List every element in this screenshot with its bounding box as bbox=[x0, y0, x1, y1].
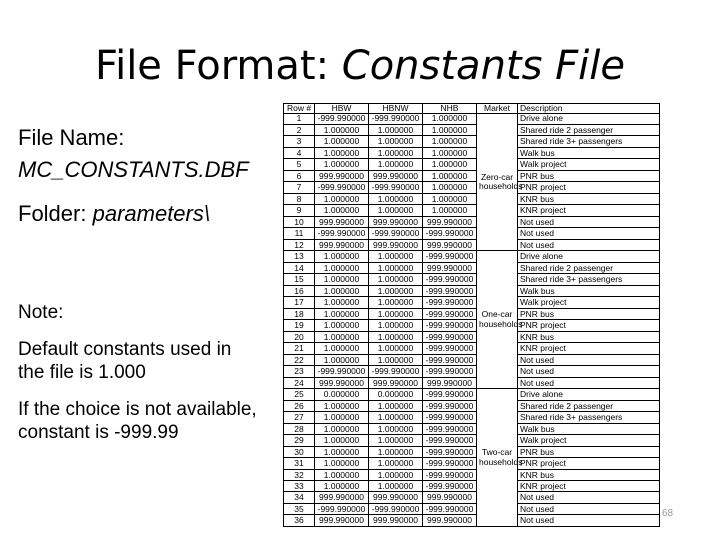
table-row bbox=[284, 159, 660, 170]
table-row bbox=[284, 389, 660, 400]
row-number-cell: 10 bbox=[284, 216, 315, 227]
description-cell: Not used bbox=[518, 354, 660, 365]
constant-cell: -999.990000 bbox=[369, 366, 423, 377]
constant-cell: -999.990000 bbox=[423, 274, 477, 285]
description-cell: KNR bus bbox=[518, 331, 660, 342]
constant-cell: 999.990000 bbox=[423, 492, 477, 503]
row-number-cell: 26 bbox=[284, 400, 315, 411]
description-cell: KNR bus bbox=[518, 193, 660, 204]
description-cell: Walk bus bbox=[518, 285, 660, 296]
constant-cell: -999.990000 bbox=[423, 400, 477, 411]
constant-cell: 1.000000 bbox=[315, 285, 369, 296]
file-name-value: MC_CONSTANTS.DBF bbox=[18, 157, 249, 182]
constant-cell: 999.990000 bbox=[315, 239, 369, 250]
description-cell: Walk bus bbox=[518, 147, 660, 158]
table-row bbox=[284, 503, 660, 514]
constant-cell: 999.990000 bbox=[369, 170, 423, 181]
row-number-cell: 1 bbox=[284, 113, 315, 124]
constant-cell: -999.990000 bbox=[423, 228, 477, 239]
column-header: Market bbox=[477, 104, 518, 114]
description-cell: Not used bbox=[518, 492, 660, 503]
constant-cell: 1.000000 bbox=[369, 343, 423, 354]
row-number-cell: 14 bbox=[284, 262, 315, 273]
row-number-cell: 36 bbox=[284, 515, 315, 527]
constant-cell: 1.000000 bbox=[369, 147, 423, 158]
table-row bbox=[284, 113, 660, 124]
row-number-cell: 20 bbox=[284, 331, 315, 342]
constant-cell: 1.000000 bbox=[369, 262, 423, 273]
page-number: 68 bbox=[662, 508, 674, 519]
row-number-cell: 4 bbox=[284, 147, 315, 158]
row-number-cell: 33 bbox=[284, 481, 315, 492]
description-cell: Walk project bbox=[518, 297, 660, 308]
folder-value: parameters\ bbox=[92, 201, 210, 226]
constant-cell: 1.000000 bbox=[315, 481, 369, 492]
constant-cell: -999.990000 bbox=[423, 308, 477, 319]
constant-cell: 1.000000 bbox=[315, 147, 369, 158]
constant-cell: -999.990000 bbox=[423, 343, 477, 354]
constant-cell: 1.000000 bbox=[369, 274, 423, 285]
row-number-cell: 18 bbox=[284, 308, 315, 319]
constant-cell: 999.990000 bbox=[315, 170, 369, 181]
constant-cell: 999.990000 bbox=[369, 239, 423, 250]
description-cell: Not used bbox=[518, 503, 660, 514]
row-number-cell: 34 bbox=[284, 492, 315, 503]
constant-cell: 1.000000 bbox=[423, 136, 477, 147]
table-row bbox=[284, 515, 660, 527]
description-cell: Shared ride 2 passenger bbox=[518, 400, 660, 411]
description-cell: Not used bbox=[518, 239, 660, 250]
table-row bbox=[284, 239, 660, 250]
constant-cell: 1.000000 bbox=[369, 400, 423, 411]
constant-cell: 999.990000 bbox=[369, 492, 423, 503]
constant-cell: 999.990000 bbox=[315, 377, 369, 388]
constant-cell: 1.000000 bbox=[369, 446, 423, 457]
constant-cell: 1.000000 bbox=[369, 320, 423, 331]
table-row bbox=[284, 136, 660, 147]
folder-line bbox=[18, 200, 210, 227]
constant-cell: 1.000000 bbox=[315, 297, 369, 308]
table-row bbox=[284, 251, 660, 262]
row-number-cell: 6 bbox=[284, 170, 315, 181]
constant-cell: 1.000000 bbox=[315, 331, 369, 342]
constant-cell: 1.000000 bbox=[369, 435, 423, 446]
table-row bbox=[284, 274, 660, 285]
table-row bbox=[284, 458, 660, 469]
constant-cell: 999.990000 bbox=[369, 216, 423, 227]
description-cell: PNR project bbox=[518, 182, 660, 193]
constant-cell: 1.000000 bbox=[423, 170, 477, 181]
table-row bbox=[284, 320, 660, 331]
description-cell: Drive alone bbox=[518, 113, 660, 124]
description-cell: Not used bbox=[518, 216, 660, 227]
table-row bbox=[284, 492, 660, 503]
constant-cell: -999.990000 bbox=[423, 446, 477, 457]
constant-cell: 1.000000 bbox=[423, 147, 477, 158]
constant-cell: -999.990000 bbox=[423, 354, 477, 365]
constant-cell: 1.000000 bbox=[315, 124, 369, 135]
constant-cell: -999.990000 bbox=[369, 182, 423, 193]
title-italic: Constants File bbox=[341, 43, 626, 89]
constant-cell: 1.000000 bbox=[369, 124, 423, 135]
table-row bbox=[284, 446, 660, 457]
constant-cell: 1.000000 bbox=[369, 136, 423, 147]
constant-cell: 999.990000 bbox=[315, 216, 369, 227]
table-row bbox=[284, 262, 660, 273]
table-row bbox=[284, 228, 660, 239]
constant-cell: 1.000000 bbox=[315, 446, 369, 457]
table-row bbox=[284, 205, 660, 216]
constant-cell: 1.000000 bbox=[423, 113, 477, 124]
description-cell: PNR bus bbox=[518, 446, 660, 457]
table-row bbox=[284, 216, 660, 227]
constant-cell: 1.000000 bbox=[369, 354, 423, 365]
constant-cell: -999.990000 bbox=[423, 481, 477, 492]
constant-cell: 999.990000 bbox=[423, 377, 477, 388]
row-number-cell: 19 bbox=[284, 320, 315, 331]
description-cell: KNR project bbox=[518, 481, 660, 492]
table-header-row bbox=[284, 104, 660, 114]
table-row bbox=[284, 308, 660, 319]
row-number-cell: 2 bbox=[284, 124, 315, 135]
constant-cell: 1.000000 bbox=[315, 343, 369, 354]
constant-cell: -999.990000 bbox=[423, 412, 477, 423]
constant-cell: 1.000000 bbox=[423, 159, 477, 170]
constant-cell: 999.990000 bbox=[369, 515, 423, 527]
description-cell: KNR project bbox=[518, 205, 660, 216]
constant-cell: 1.000000 bbox=[423, 124, 477, 135]
constant-cell: -999.990000 bbox=[423, 469, 477, 480]
table-row bbox=[284, 354, 660, 365]
default-constants-text: Default constants used in the file is 1.000 bbox=[18, 339, 232, 383]
constant-cell: -999.990000 bbox=[369, 113, 423, 124]
constant-cell: 1.000000 bbox=[315, 251, 369, 262]
column-header: HBNW bbox=[369, 104, 423, 114]
constant-cell: 1.000000 bbox=[315, 458, 369, 469]
row-number-cell: 29 bbox=[284, 435, 315, 446]
constant-cell: 1.000000 bbox=[369, 308, 423, 319]
constant-cell: 1.000000 bbox=[369, 469, 423, 480]
constants-table bbox=[283, 103, 660, 527]
constant-cell: -999.990000 bbox=[423, 285, 477, 296]
row-number-cell: 24 bbox=[284, 377, 315, 388]
row-number-cell: 25 bbox=[284, 389, 315, 400]
market-cell: One-car households bbox=[477, 251, 518, 389]
description-cell: Walk project bbox=[518, 435, 660, 446]
constant-cell: 999.990000 bbox=[423, 262, 477, 273]
row-number-cell: 8 bbox=[284, 193, 315, 204]
constant-cell: 1.000000 bbox=[315, 354, 369, 365]
table-row bbox=[284, 331, 660, 342]
constant-cell: 999.990000 bbox=[423, 216, 477, 227]
market-cell: Two-car households bbox=[477, 389, 518, 527]
description-cell: Shared ride 3+ passengers bbox=[518, 136, 660, 147]
table-row bbox=[284, 193, 660, 204]
row-number-cell: 7 bbox=[284, 182, 315, 193]
row-number-cell: 5 bbox=[284, 159, 315, 170]
constant-cell: -999.990000 bbox=[423, 366, 477, 377]
constant-cell: -999.990000 bbox=[423, 423, 477, 434]
folder-label: Folder: bbox=[18, 201, 93, 226]
description-cell: Not used bbox=[518, 366, 660, 377]
constant-cell: -999.990000 bbox=[423, 251, 477, 262]
constant-cell: -999.990000 bbox=[423, 503, 477, 514]
description-cell: Drive alone bbox=[518, 389, 660, 400]
description-cell: PNR project bbox=[518, 458, 660, 469]
constant-cell: 1.000000 bbox=[423, 182, 477, 193]
row-number-cell: 16 bbox=[284, 285, 315, 296]
constant-cell: 1.000000 bbox=[315, 435, 369, 446]
file-name-label: File Name: bbox=[18, 125, 125, 150]
row-number-cell: 15 bbox=[284, 274, 315, 285]
row-number-cell: 12 bbox=[284, 239, 315, 250]
constant-cell: 999.990000 bbox=[369, 377, 423, 388]
constant-cell: 1.000000 bbox=[315, 469, 369, 480]
note-label: Note: bbox=[18, 302, 64, 323]
constant-cell: -999.990000 bbox=[423, 389, 477, 400]
constant-cell: 1.000000 bbox=[369, 297, 423, 308]
column-header: Description bbox=[518, 104, 660, 114]
constant-cell: 1.000000 bbox=[315, 274, 369, 285]
table-row bbox=[284, 469, 660, 480]
description-cell: Drive alone bbox=[518, 251, 660, 262]
constant-cell: 1.000000 bbox=[369, 481, 423, 492]
constant-cell: -999.990000 bbox=[315, 503, 369, 514]
table-row bbox=[284, 366, 660, 377]
description-cell: Walk bus bbox=[518, 423, 660, 434]
table-row bbox=[284, 423, 660, 434]
description-cell: Not used bbox=[518, 515, 660, 527]
description-cell: PNR project bbox=[518, 320, 660, 331]
description-cell: PNR bus bbox=[518, 308, 660, 319]
constant-cell: 1.000000 bbox=[315, 308, 369, 319]
constant-cell: -999.990000 bbox=[369, 503, 423, 514]
table-row bbox=[284, 182, 660, 193]
constant-cell: 1.000000 bbox=[315, 205, 369, 216]
constant-cell: 1.000000 bbox=[369, 193, 423, 204]
constant-cell: 999.990000 bbox=[315, 492, 369, 503]
constant-cell: -999.990000 bbox=[423, 435, 477, 446]
description-cell: KNR project bbox=[518, 343, 660, 354]
description-cell: Shared ride 2 passenger bbox=[518, 262, 660, 273]
constant-cell: 1.000000 bbox=[423, 205, 477, 216]
constant-cell: 0.000000 bbox=[369, 389, 423, 400]
table-row bbox=[284, 481, 660, 492]
table-row bbox=[284, 170, 660, 181]
constant-cell: 1.000000 bbox=[369, 159, 423, 170]
row-number-cell: 27 bbox=[284, 412, 315, 423]
row-number-cell: 23 bbox=[284, 366, 315, 377]
row-number-cell: 28 bbox=[284, 423, 315, 434]
not-available-text: If the choice is not available, constant is -999.99 bbox=[18, 399, 257, 443]
constant-cell: 1.000000 bbox=[369, 285, 423, 296]
title-prefix: File Format: bbox=[94, 43, 342, 89]
description-cell: Not used bbox=[518, 228, 660, 239]
row-number-cell: 11 bbox=[284, 228, 315, 239]
constant-cell: 999.990000 bbox=[423, 239, 477, 250]
constant-cell: 999.990000 bbox=[315, 515, 369, 527]
constant-cell: 0.000000 bbox=[315, 389, 369, 400]
constant-cell: 1.000000 bbox=[369, 331, 423, 342]
constant-cell: -999.990000 bbox=[315, 228, 369, 239]
constant-cell: -999.990000 bbox=[315, 113, 369, 124]
constant-cell: 1.000000 bbox=[315, 320, 369, 331]
description-cell: Not used bbox=[518, 377, 660, 388]
table-row bbox=[284, 285, 660, 296]
row-number-cell: 13 bbox=[284, 251, 315, 262]
description-cell: PNR bus bbox=[518, 170, 660, 181]
slide-title bbox=[0, 42, 720, 90]
constant-cell: 1.000000 bbox=[315, 262, 369, 273]
table-row bbox=[284, 297, 660, 308]
table-row bbox=[284, 412, 660, 423]
column-header: HBW bbox=[315, 104, 369, 114]
description-cell: Shared ride 3+ passengers bbox=[518, 412, 660, 423]
table-row bbox=[284, 147, 660, 158]
row-number-cell: 9 bbox=[284, 205, 315, 216]
table-row bbox=[284, 435, 660, 446]
constant-cell: -999.990000 bbox=[369, 228, 423, 239]
constant-cell: 1.000000 bbox=[369, 251, 423, 262]
column-header: NHB bbox=[423, 104, 477, 114]
constant-cell: 1.000000 bbox=[369, 205, 423, 216]
table-row bbox=[284, 400, 660, 411]
constant-cell: 1.000000 bbox=[369, 412, 423, 423]
row-number-cell: 22 bbox=[284, 354, 315, 365]
constant-cell: -999.990000 bbox=[315, 366, 369, 377]
constant-cell: 1.000000 bbox=[315, 159, 369, 170]
constant-cell: 999.990000 bbox=[423, 515, 477, 527]
description-cell: KNR bus bbox=[518, 469, 660, 480]
market-cell: Zero-car households bbox=[477, 113, 518, 251]
table-row bbox=[284, 124, 660, 135]
constant-cell: 1.000000 bbox=[423, 193, 477, 204]
row-number-cell: 35 bbox=[284, 503, 315, 514]
constant-cell: 1.000000 bbox=[315, 193, 369, 204]
row-number-cell: 30 bbox=[284, 446, 315, 457]
table-row bbox=[284, 377, 660, 388]
description-cell: Shared ride 3+ passengers bbox=[518, 274, 660, 285]
table-row bbox=[284, 343, 660, 354]
row-number-cell: 32 bbox=[284, 469, 315, 480]
constant-cell: 1.000000 bbox=[315, 423, 369, 434]
constant-cell: -999.990000 bbox=[423, 297, 477, 308]
constant-cell: -999.990000 bbox=[423, 458, 477, 469]
row-number-cell: 31 bbox=[284, 458, 315, 469]
constant-cell: 1.000000 bbox=[315, 136, 369, 147]
row-number-cell: 3 bbox=[284, 136, 315, 147]
row-number-cell: 17 bbox=[284, 297, 315, 308]
row-number-cell: 21 bbox=[284, 343, 315, 354]
constant-cell: -999.990000 bbox=[423, 331, 477, 342]
constant-cell: 1.000000 bbox=[315, 412, 369, 423]
description-cell: Walk project bbox=[518, 159, 660, 170]
column-header: Row # bbox=[284, 104, 315, 114]
constant-cell: -999.990000 bbox=[423, 320, 477, 331]
constant-cell: 1.000000 bbox=[369, 423, 423, 434]
constant-cell: -999.990000 bbox=[315, 182, 369, 193]
constant-cell: 1.000000 bbox=[369, 458, 423, 469]
description-cell: Shared ride 2 passenger bbox=[518, 124, 660, 135]
constant-cell: 1.000000 bbox=[315, 400, 369, 411]
